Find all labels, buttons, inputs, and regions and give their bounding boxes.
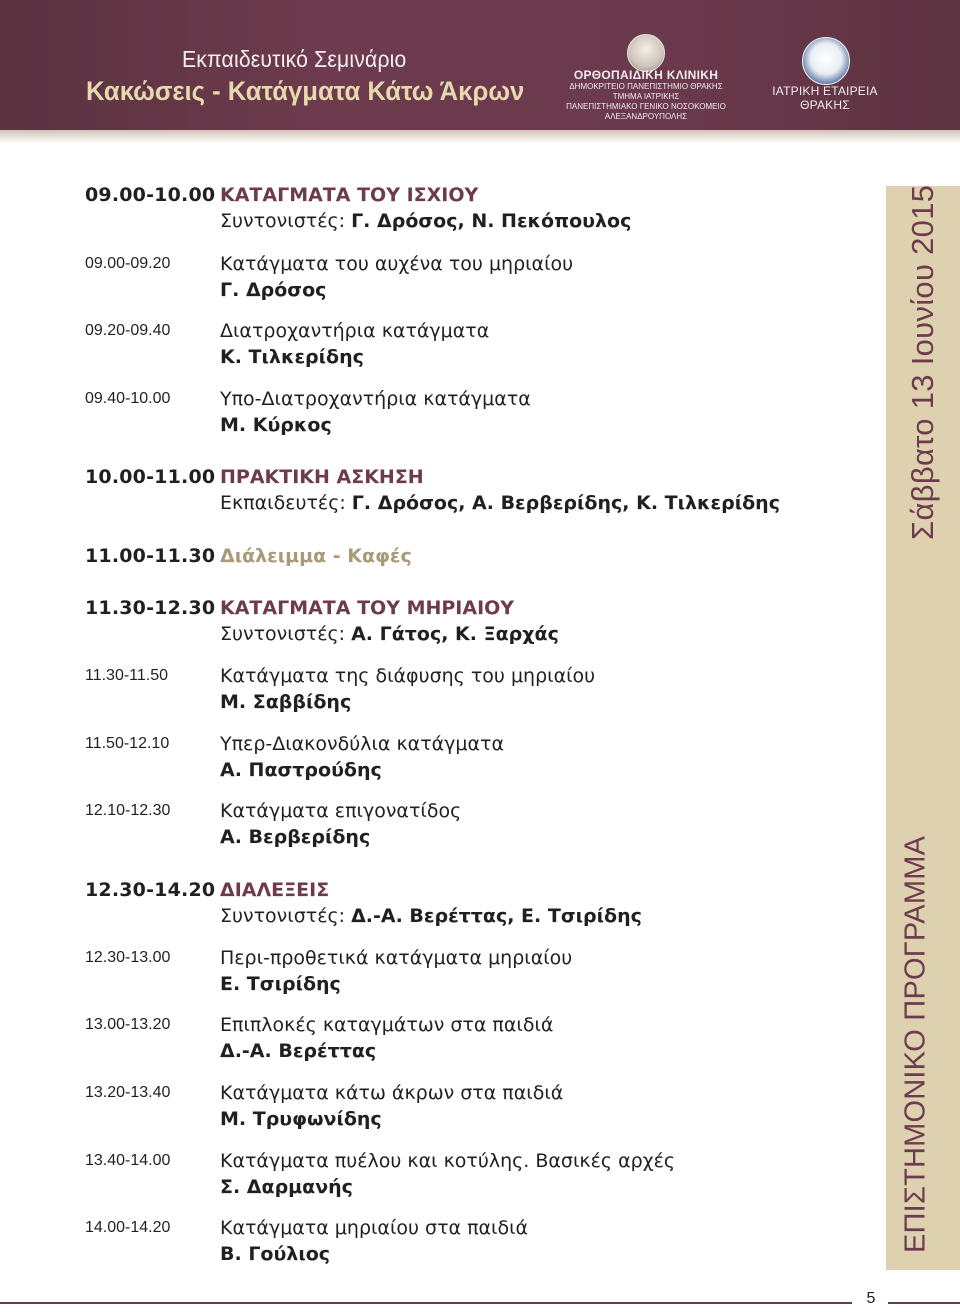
row-content <box>220 877 642 929</box>
row-content <box>220 318 489 370</box>
time-slot: 14.00-14.20 <box>85 1219 171 1236</box>
time-slot: 11.00-11.30 <box>85 545 216 567</box>
footer-rule-left <box>0 1302 852 1304</box>
clinic-line-4: ΠΑΝΕΠΙΣΤΗΜΙΑΚΟ ΓΕΝΙΚΟ ΝΟΣΟΚΟΜΕΙΟ ΑΛΕΞΑΝΔΡΟΥΠΟΛΗΣ <box>566 102 726 121</box>
page-number: 5 <box>866 1290 876 1307</box>
society-name-block <box>760 84 890 112</box>
speaker-name: Δ.-Α. Βερέττας <box>220 1040 377 1062</box>
talk-title: Κατάγματα της διάφυσης του μηριαίου <box>220 665 596 687</box>
speaker-name: Μ. Τρυφωνίδης <box>220 1108 382 1130</box>
clinic-line-2: ΔΗΜΟΚΡΙΤΕΙΟ ΠΑΝΕΠΙΣΤΗΜΙΟ ΘΡΑΚΗΣ <box>569 82 723 91</box>
time-slot: 11.30-12.30 <box>85 597 216 619</box>
talk-title: Κατάγματα επιγονατίδος <box>220 800 462 822</box>
header-banner <box>0 0 960 130</box>
moderators-label: Εκπαιδευτές: <box>220 492 346 514</box>
session-title: ΚΑΤΑΓΜΑΤΑ ΤΟΥ ΙΣΧΙΟΥ <box>220 184 479 206</box>
time-slot: 11.30-11.50 <box>85 667 169 684</box>
moderators-line <box>220 490 780 516</box>
speaker-name: Ε. Τσιρίδης <box>220 973 341 995</box>
clinic-name-block <box>526 68 766 122</box>
moderators-names: Γ. Δρόσος, Α. Βερβερίδης, Κ. Τιλκερίδης <box>351 492 780 514</box>
speaker-name: Β. Γούλιος <box>220 1243 331 1265</box>
row-content <box>220 945 572 997</box>
clinic-line-3: ΤΜΗΜΑ ΙΑΤΡΙΚΗΣ <box>612 92 680 101</box>
time-slot: 13.40-14.00 <box>85 1152 171 1169</box>
row-content <box>220 1215 528 1267</box>
time-slot: 13.20-13.40 <box>85 1084 171 1101</box>
row-content <box>220 251 573 303</box>
time-slot: 09.40-10.00 <box>85 390 171 407</box>
footer-rule-right <box>888 1302 960 1304</box>
moderators-names: Δ.-Α. Βερέττας, Ε. Τσιρίδης <box>351 905 642 927</box>
speaker-name: Σ. Δαρμανής <box>220 1176 353 1198</box>
side-date: Σάββατο 13 Ιουνίου 2015 <box>905 184 940 540</box>
moderators-line <box>220 208 631 234</box>
speaker-name: Μ. Κύρκος <box>220 414 332 436</box>
time-slot: 10.00-11.00 <box>85 466 216 488</box>
moderators-names: Α. Γάτος, Κ. Ξαρχάς <box>351 623 559 645</box>
speaker-name: Μ. Σαββίδης <box>220 691 352 713</box>
moderators-line <box>220 903 642 929</box>
row-content <box>220 464 780 516</box>
row-content <box>220 543 412 569</box>
session-title: ΔΙΑΛΕΞΕΙΣ <box>220 879 330 901</box>
time-slot: 09.00-10.00 <box>85 184 216 206</box>
side-program-title: ΕΠΙΣΤΗΜΟΝΙΚΟ ΠΡΟΓΡΑΜΜΑ <box>899 835 932 1253</box>
talk-title: Υπερ-Διακονδύλια κατάγματα <box>220 733 504 755</box>
row-content <box>220 182 631 234</box>
row-content <box>220 386 531 438</box>
talk-title: Υπο-Διατροχαντήρια κατάγματα <box>220 388 531 410</box>
moderators-label: Συντονιστές: <box>220 905 346 927</box>
time-slot: 12.30-13.00 <box>85 949 171 966</box>
time-slot: 12.30-14.20 <box>85 879 216 901</box>
speaker-name: Κ. Τιλκερίδης <box>220 346 364 368</box>
row-content <box>220 798 461 850</box>
speaker-name: Γ. Δρόσος <box>220 279 327 301</box>
society-line-1: ΙΑΤΡΙΚΗ ΕΤΑΙΡΕΙΑ <box>772 84 878 98</box>
talk-title: Κατάγματα κάτω άκρων στα παιδιά <box>220 1082 564 1104</box>
seminar-title: Κακώσεις - Κατάγματα Κάτω Άκρων <box>86 76 525 106</box>
time-slot: 11.50-12.10 <box>85 735 170 752</box>
clinic-line-1: ΟΡΘΟΠΑΙΔΙΚΗ ΚΛΙΝΙΚΗ <box>573 68 719 82</box>
society-line-2: ΘΡΑΚΗΣ <box>800 98 850 112</box>
break-title: Διάλειμμα - Καφές <box>220 545 412 567</box>
time-slot: 09.00-09.20 <box>85 255 171 272</box>
seminar-label: Εκπαιδευτικό Σεμινάριο <box>182 46 407 72</box>
row-content <box>220 1148 675 1200</box>
session-title: ΠΡΑΚΤΙΚΗ ΑΣΚΗΣΗ <box>220 466 424 488</box>
row-content <box>220 731 504 783</box>
row-content <box>220 595 559 647</box>
time-slot: 12.10-12.30 <box>85 802 171 819</box>
time-slot: 09.20-09.40 <box>85 322 171 339</box>
speaker-name: Α. Βερβερίδης <box>220 826 371 848</box>
talk-title: Κατάγματα μηριαίου στα παιδιά <box>220 1217 529 1239</box>
time-slot: 13.00-13.20 <box>85 1016 171 1033</box>
talk-title: Επιπλοκές καταγμάτων στα παιδιά <box>220 1014 554 1036</box>
orthopaedic-clinic-logo-icon <box>627 34 665 72</box>
banner-shadow <box>0 130 960 144</box>
moderators-label: Συντονιστές: <box>220 623 346 645</box>
moderators-line <box>220 621 559 647</box>
talk-title: Κατάγματα του αυχένα του μηριαίου <box>220 253 574 275</box>
moderators-label: Συντονιστές: <box>220 210 346 232</box>
talk-title: Περι-προθετικά κατάγματα μηριαίου <box>220 947 573 969</box>
row-content <box>220 1080 563 1132</box>
medical-society-logo-icon <box>802 37 850 85</box>
row-content <box>220 663 595 715</box>
moderators-names: Γ. Δρόσος, Ν. Πεκόπουλος <box>351 210 632 232</box>
speaker-name: Α. Παστρούδης <box>220 759 382 781</box>
session-title: ΚΑΤΑΓΜΑΤΑ ΤΟΥ ΜΗΡΙΑΙΟΥ <box>220 597 515 619</box>
row-content <box>220 1012 553 1064</box>
talk-title: Διατροχαντήρια κατάγματα <box>220 320 490 342</box>
talk-title: Κατάγματα πυέλου και κοτύλης. Βασικές αρχές <box>220 1150 676 1172</box>
